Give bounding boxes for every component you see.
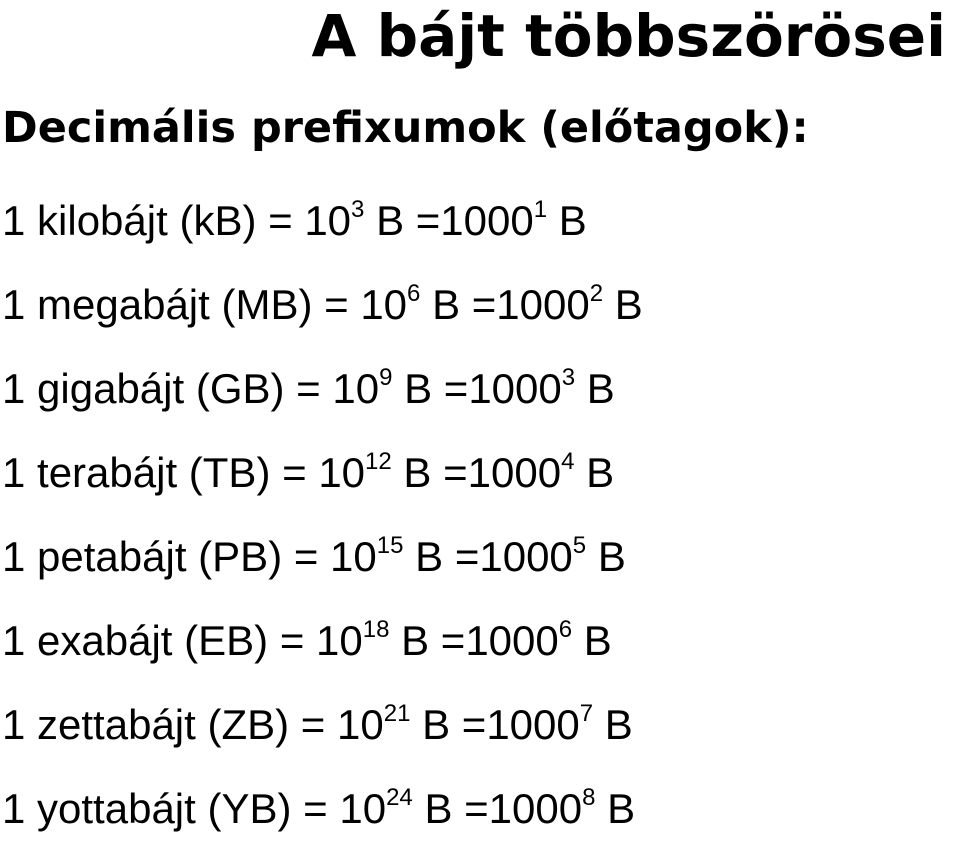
equals-sign: = [303, 785, 328, 832]
unit-b: B [404, 365, 433, 412]
base-thousand: 1000 [479, 533, 573, 580]
unit-b: B [558, 197, 587, 244]
power-of-thousand: 7 [579, 700, 594, 727]
base-ten: 10 [316, 617, 363, 664]
unit-name: zettabájt [37, 701, 196, 748]
power-of-thousand: 3 [561, 364, 576, 391]
count-one: 1 [2, 449, 26, 496]
unit-name: megabájt [37, 281, 210, 328]
prefix-row: 1 kilobájt $(kB) = 10^3$ $B =1000^1$ B [2, 196, 587, 244]
unit-abbr: ZB [221, 701, 276, 748]
equals-sign: = [471, 281, 497, 328]
base-thousand: 1000 [486, 701, 580, 748]
power-of-thousand: 6 [558, 616, 573, 643]
unit-abbr: kB [193, 197, 243, 244]
unit-b: B [586, 365, 615, 412]
count-one: 1 [2, 785, 26, 832]
equals-sign: = [443, 365, 469, 412]
count-one: 1 [2, 197, 26, 244]
base-ten: 10 [332, 365, 380, 412]
prefix-row: 1 megabájt $(MB) = 10^6$ $B =1000^2$ B [2, 280, 643, 328]
equals-sign: = [282, 449, 307, 496]
power-of-ten: 15 [376, 532, 404, 559]
base-thousand: 1000 [465, 617, 559, 664]
power-of-thousand: 1 [533, 196, 548, 223]
unit-abbr: MB [235, 281, 299, 328]
page-title: A bájt többszörösei [311, 2, 946, 70]
unit-name: gigabájt [37, 365, 185, 412]
base-thousand: 1000 [496, 281, 590, 328]
prefix-row: 1 exabájt $(EB) = 10^{18}$ $B =1000^6$ B [2, 616, 612, 664]
equals-sign: = [300, 701, 326, 748]
prefix-row: 1 terabájt $(TB) = 10^{12}$ $B =1000^4$ B [2, 448, 615, 496]
unit-b: B [607, 785, 636, 832]
base-ten: 10 [337, 701, 384, 748]
unit-name: exabájt [37, 617, 173, 664]
equals-sign: = [268, 197, 293, 244]
prefix-row: 1 zettabájt $(ZB) = 10^{21}$ $B =1000^7$ B [2, 700, 633, 748]
unit-b: B [614, 281, 643, 328]
power-of-thousand: 8 [582, 784, 596, 811]
power-of-ten: 24 [386, 784, 413, 811]
equals-sign: = [279, 617, 305, 664]
base-thousand: 1000 [440, 197, 534, 244]
power-of-ten: 18 [362, 616, 390, 643]
base-ten: 10 [318, 449, 366, 496]
base-ten: 10 [360, 281, 408, 328]
unit-name: kilobájt [37, 197, 168, 244]
unit-b: B [432, 281, 461, 328]
unit-abbr: YB [221, 785, 278, 832]
unit-name: yottabájt [37, 785, 196, 832]
unit-b: B [422, 701, 451, 748]
power-of-thousand: 4 [561, 448, 575, 475]
base-ten: 10 [339, 785, 387, 832]
unit-b: B [401, 617, 430, 664]
count-one: 1 [2, 281, 26, 328]
power-of-ten: 12 [365, 448, 392, 475]
power-of-thousand: 5 [572, 532, 587, 559]
base-ten: 10 [330, 533, 377, 580]
power-of-ten: 3 [351, 196, 365, 223]
count-one: 1 [2, 365, 26, 412]
equals-sign: = [324, 281, 349, 328]
count-one: 1 [2, 701, 26, 748]
power-of-ten: 6 [407, 280, 421, 307]
equals-sign: = [440, 617, 466, 664]
unit-b: B [403, 449, 432, 496]
base-ten: 10 [304, 197, 352, 244]
unit-b: B [424, 785, 453, 832]
unit-abbr: TB [202, 449, 257, 496]
base-thousand: 1000 [468, 365, 562, 412]
prefix-list [0, 188, 960, 860]
base-thousand: 1000 [488, 785, 583, 832]
unit-b: B [586, 449, 615, 496]
section-subtitle: Decimális prefixumok (előtagok): [2, 103, 809, 153]
equals-sign: = [461, 701, 487, 748]
unit-b: B [604, 701, 633, 748]
count-one: 1 [2, 533, 26, 580]
prefix-row: 1 yottabájt $(YB) = 10^{24}$ $B =1000^8$ B [2, 784, 636, 832]
unit-abbr: GB [209, 365, 271, 412]
unit-abbr: PB [212, 533, 269, 580]
unit-name: terabájt [37, 449, 178, 496]
unit-abbr: EB [198, 617, 255, 664]
count-one: 1 [2, 617, 26, 664]
equals-sign: = [293, 533, 319, 580]
prefix-row: 1 petabájt $(PB) = 10^{15}$ $B =1000^5$ B [2, 532, 626, 580]
unit-b: B [415, 533, 444, 580]
unit-b: B [597, 533, 626, 580]
unit-name: petabájt [37, 533, 187, 580]
unit-b: B [583, 617, 612, 664]
base-thousand: 1000 [467, 449, 562, 496]
equals-sign: = [454, 533, 480, 580]
power-of-thousand: 2 [589, 280, 604, 307]
equals-sign: = [464, 785, 489, 832]
equals-sign: = [415, 197, 441, 244]
prefix-row: 1 gigabájt $(GB) = 10^9$ $B =1000^3$ B [2, 364, 615, 412]
equals-sign: = [443, 449, 468, 496]
power-of-ten: 21 [383, 700, 411, 727]
unit-b: B [376, 197, 405, 244]
equals-sign: = [296, 365, 321, 412]
power-of-ten: 9 [379, 364, 393, 391]
